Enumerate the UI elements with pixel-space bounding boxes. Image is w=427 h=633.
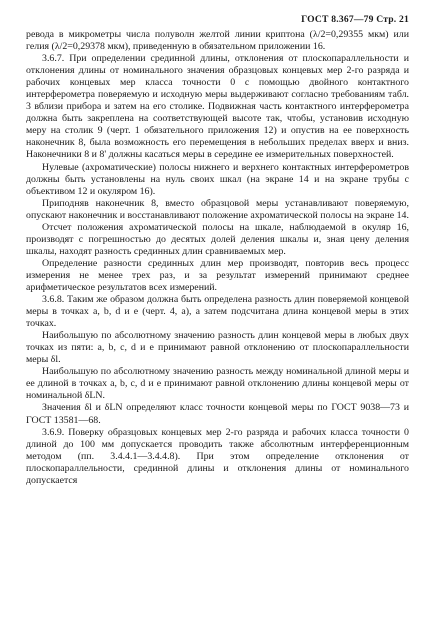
- body-text: [26, 29, 409, 487]
- paragraph: ревода в микрометры числа полуволн желтой линии криптона (λ/2=0,29355 мкм) или гелия (λ/2=0,29378 мкм), приведенную в обязательном приложении 16.: [26, 29, 409, 53]
- paragraph: Приподняв наконечник 8, вместо образцовой меры устанавливают поверяемую, опускают наконечник и восстанавливают положение ахроматической полосы на экране 14.: [26, 197, 409, 221]
- paragraph: 3.6.9. Поверку образцовых концевых мер 2-го разряда и рабочих класса точности 0 длиной до 100 мм допускается проводить также абсолютным интерференционным методом (пп. 3.4.4.1—3.4.4.8). При этом определение отклонения от плоскопараллельности, срединной длины и отклонения длины от номинального допускается: [26, 426, 409, 486]
- paragraph: 3.6.8. Таким же образом должна быть определена разность длин поверяемой концевой меры в точках a, b, d и e (черт. 4, a), а затем подсчитана длина концевой меры в этих точках.: [26, 294, 409, 330]
- page-header: [26, 14, 409, 25]
- paragraph: Наибольшую по абсолютному значению разность между номинальной длиной меры и ее длиной в точках a, b, c, d и e принимают равной отклонению длины концевой меры от номинальной δLN.: [26, 366, 409, 402]
- standard-number: ГОСТ 8.367—79: [301, 14, 374, 25]
- paragraph: Отсчет положения ахроматической полосы на шкале, наблюдаемой в окуляр 16, производят с погрешностью до десятых долей деления шкалы и, зная цену деления шкалы, находят разность срединных длин сравниваемых мер.: [26, 221, 409, 257]
- paragraph: 3.6.7. При определении срединной длины, отклонения от плоскопараллельности и отклонения длины от номинального значения образцовых концевых мер 2-го разряда и рабочих концевых мер класса точности 0 с помощью двойного контактного интерферометра поверяемую и исходную меры выдерживают согласно требованиям табл. 3 вблизи прибора и затем на его столике. Подвижная часть контактного интерферометра должна быть закреплена на соответствующей высоте так, чтобы, установив исходную меру на столик 9 (черт. 1 обязательного приложения 12) и опустив на ее поверхность наконечник 8, была возможность его перемещения в небольших пределах вверх и вниз. Наконечники 8 и 8' должны касаться меры в середине ее измерительных поверхностей.: [26, 53, 409, 161]
- paragraph: Нулевые (ахроматические) полосы нижнего и верхнего контактных интерферометров должны быть установлены на нуль своих шкал (на экране 14 и на экране трубы с объективом 12 и окуляром 16).: [26, 161, 409, 197]
- document-page: [26, 14, 409, 487]
- paragraph: Наибольшую по абсолютному значению разность длин концевой меры в любых двух точках из пяти: a, b, c, d и e принимают равной отклонению от плоскопараллельности меры δl.: [26, 330, 409, 366]
- paragraph: Определение разности срединных длин мер производят, повторив весь процесс измерения не менее трех раз, и за результат измерений принимают среднее арифметическое результатов всех измерений.: [26, 257, 409, 293]
- paragraph: Значения δl и δLN определяют класс точности концевой меры по ГОСТ 9038—73 и ГОСТ 13581—68.: [26, 402, 409, 426]
- page-number: Стр. 21: [376, 14, 409, 25]
